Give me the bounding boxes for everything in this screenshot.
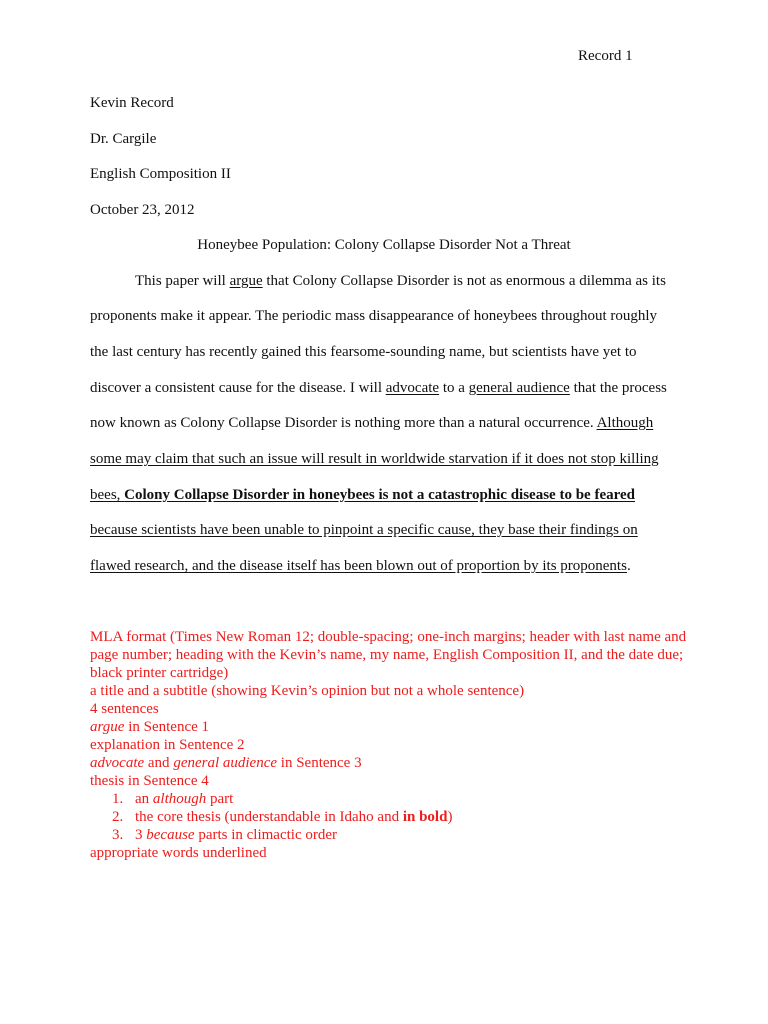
note-sentence-4: thesis in Sentence 4 [90, 773, 209, 789]
text-run: now known as Colony Collapse Disorder is nothing more than a natural occurrence. [90, 415, 597, 431]
note-underlined: appropriate words underlined [90, 845, 267, 861]
list-item [90, 808, 690, 826]
instructor-notes [90, 628, 690, 862]
paragraph-line-5 [90, 414, 653, 432]
underlined-text: bees, [90, 487, 125, 503]
paragraph-line-6 [90, 450, 659, 468]
text-run: 3 [135, 827, 147, 843]
list-item [90, 790, 690, 808]
text-run: in Sentence 1 [124, 719, 210, 735]
underlined-text: because scientists have been unable to pinpoint a specific cause, they base their findings on [90, 522, 638, 538]
paragraph-line-3: the last century has recently gained this fearsome-sounding name, but scientists have yet to [90, 344, 637, 360]
text-run: discover a consistent cause for the disease. I will [90, 380, 386, 396]
text-run: the core thesis (understandable in Idaho and [135, 809, 403, 825]
underlined-word-advocate: advocate [385, 380, 440, 396]
instructor-name: Dr. Cargile [90, 131, 157, 147]
paragraph-line-4 [90, 379, 667, 397]
running-head: Record 1 [578, 48, 633, 64]
list-number: 2. [112, 809, 124, 825]
note-sentences: 4 sentences [90, 701, 159, 717]
italic-text: because [146, 827, 195, 843]
list-number: 1. [112, 791, 124, 807]
text-run: This paper will [135, 273, 230, 289]
italic-text: argue [90, 719, 125, 735]
text-run: ) [447, 809, 453, 825]
text-run: parts in climactic order [194, 827, 338, 843]
text-run: . [626, 558, 631, 574]
essay-title: Honeybee Population: Colony Collapse Disorder Not a Threat [197, 237, 571, 253]
paragraph-line-2: proponents make it appear. The periodic mass disappearance of honeybees throughout roughly [90, 308, 658, 324]
note-title: a title and a subtitle (showing Kevin’s opinion but not a whole sentence) [90, 683, 525, 699]
text-run: part [206, 791, 234, 807]
underlined-general-audience: general audience [468, 380, 570, 396]
text-run: an [135, 791, 153, 807]
text-run: that the process [569, 380, 667, 396]
thesis-parts-list [90, 790, 690, 844]
note-mla-format: MLA format (Times New Roman 12; double-spacing; one-inch margins; header with last name and page number; heading with the Kevin’s name, my name, English Composition II, and the date due; black printer cartridge) [90, 629, 687, 681]
text-run: that Colony Collapse Disorder is not as enormous a dilemma as its [262, 273, 666, 289]
note-sentence-2: explanation in Sentence 2 [90, 737, 245, 753]
paragraph-line-7 [90, 486, 635, 504]
italic-text: general audience [173, 755, 278, 771]
underlined-text: some may claim that such an issue will result in worldwide starvation if it does not stop killing [90, 451, 659, 467]
paragraph-line-1 [135, 272, 666, 290]
underlined-text: Although [596, 415, 654, 431]
note-sentence-3 [90, 754, 690, 772]
paragraph-line-8 [90, 521, 638, 539]
text-run: and [144, 755, 174, 771]
text-run: in Sentence 3 [277, 755, 362, 771]
student-name: Kevin Record [90, 95, 174, 111]
list-item [90, 826, 690, 844]
essay-date: October 23, 2012 [90, 202, 195, 218]
paragraph-line-9 [90, 557, 631, 575]
bold-text: in bold [402, 809, 448, 825]
italic-text: advocate [90, 755, 145, 771]
italic-text: although [152, 791, 207, 807]
underlined-word-argue: argue [229, 273, 263, 289]
list-number: 3. [112, 827, 124, 843]
text-run: to a [439, 380, 469, 396]
underlined-text: flawed research, and the disease itself has been blown out of proportion by its proponents [90, 558, 627, 574]
note-sentence-1 [90, 718, 690, 736]
bold-core-thesis: Colony Collapse Disorder in honeybees is not a catastrophic disease to be feared [124, 487, 635, 503]
course-name: English Composition II [90, 166, 231, 182]
